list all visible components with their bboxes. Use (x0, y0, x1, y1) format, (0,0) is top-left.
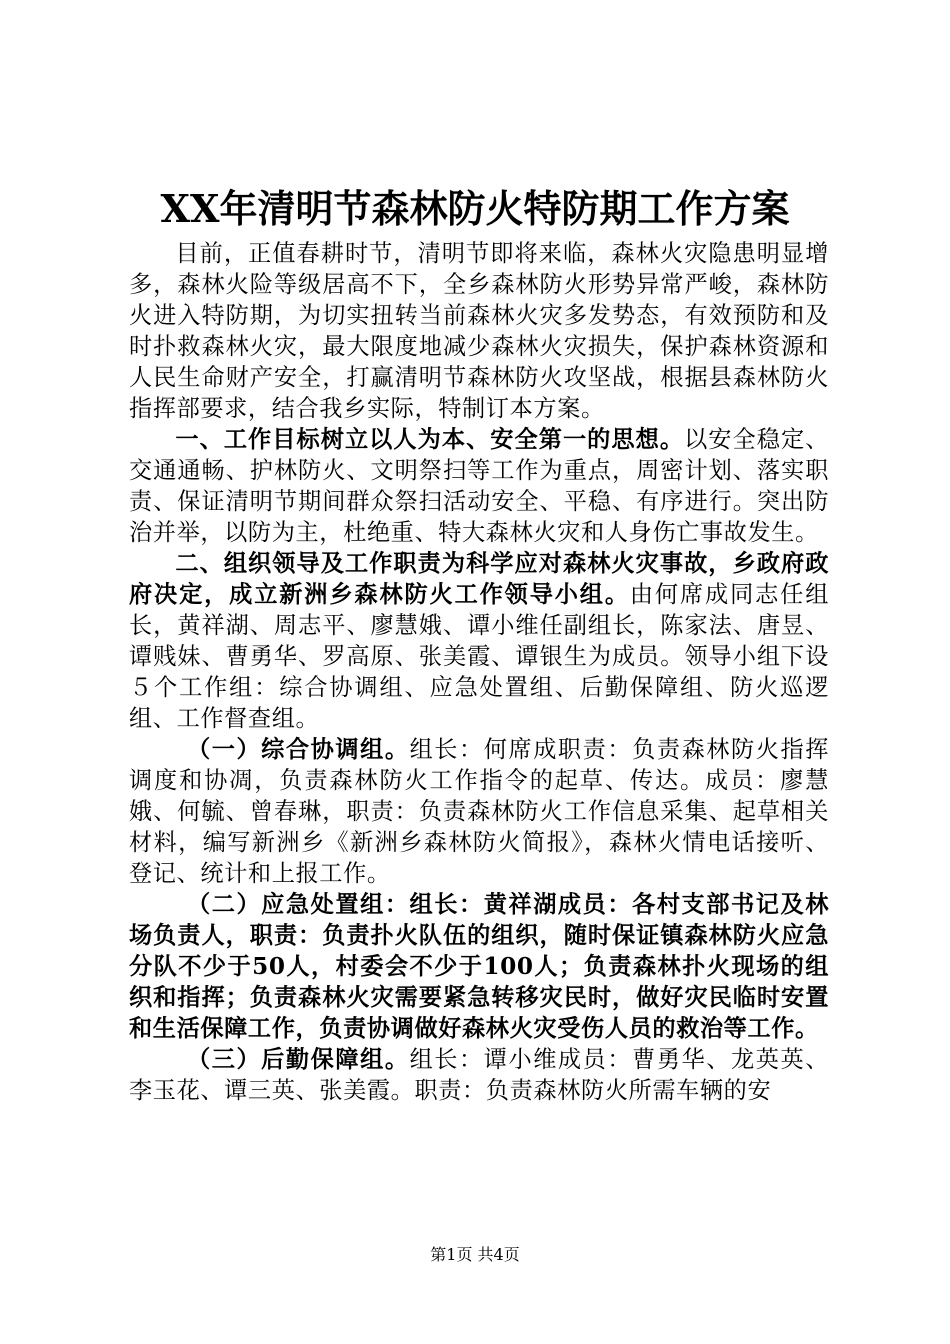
paragraph-intro (129, 238, 829, 424)
subsection-heading: （三）后勤保障组。 (187, 1046, 410, 1073)
document-body (129, 238, 829, 1106)
section-heading: 一、工作目标树立以人为本、安全第一的思想。 (175, 426, 685, 453)
paragraph-text: 以安全稳定、交通通畅、护林防火、文明祭扫等工作为重点，周密计划、落实职责、保证清明节期间群众祭扫活动安全、平稳、有序进行。突出防治并举，以防为主，杜绝重、特大森林火灾和人身伤亡事故发生。 (129, 426, 829, 546)
document-title: XX年清明节森林防火特防期工作方案 (160, 186, 790, 231)
subsection-heading: （二）应急处置组：组长：黄祥湖成员：各村支部书记及林场负责人，职责：负责扑火队伍的组织，随时保证镇森林防火应急分队不少于50人，村委会不少于100人；负责森林扑火现场的组织和指挥；负责森林火灾需要紧急转移灾民时，做好灾民临时安置和生活保障工作，负责协调做好森林火灾受伤人员的救治等工作。 (129, 891, 829, 1042)
paragraph-text: 组长：何席成职责：负责森林防火指挥调度和协凋，负责森林防火工作指令的起草、传达。成员：廖慧娥、何毓、曾春琳，职责：负责森林防火工作信息采集、起草相关材料，编写新洲乡《新洲乡森林防火简报》，森林火情电话接听、登记、统计和上报工作。 (129, 736, 829, 887)
paragraph-subsection-3 (129, 1044, 829, 1106)
paragraph-text: 组长：谭小维成员：曹勇华、龙英英、李玉花、谭三英、张美霞。职责：负责森林防火所需车辆的安 (129, 1046, 829, 1104)
page-number-footer: 第1页 共4页 (430, 1245, 520, 1264)
section-heading: 二、组织领导及工作职责为科学应对森林火灾事故，乡政府政府决定，成立新洲乡森林防火工作领导小组。 (129, 550, 829, 608)
paragraph-section-1 (129, 424, 829, 548)
paragraph-text: 目前，正值春耕时节，清明节即将来临，森林火灾隐患明显增多，森林火险等级居高不下，全乡森林防火形势异常严峻，森林防火进入特防期，为切实扭转当前森林火灾多发势态，有效预防和及时扑救森林火灾，最大限度地减少森林火灾损失，保护森林资源和人民生命财产安全，打赢清明节森林防火攻坚战，根据县森林防火指挥部要求，结合我乡实际，特制订本方案。 (129, 240, 829, 422)
paragraph-text: 由何席成同志任组长，黄祥湖、周志平、廖慧娥、谭小维任副组长，陈家法、唐昱、谭贱妹、曹勇华、罗高原、张美霞、谭银生为成员。领导小组下设５个工作组：综合协调组、应急处置组、后勤保障组、防火巡逻组、工作督查组。 (129, 581, 829, 732)
paragraph-subsection-2 (129, 889, 829, 1044)
subsection-heading: （一）综合协调组。 (187, 736, 410, 763)
paragraph-section-2 (129, 548, 829, 734)
paragraph-subsection-1 (129, 734, 829, 889)
